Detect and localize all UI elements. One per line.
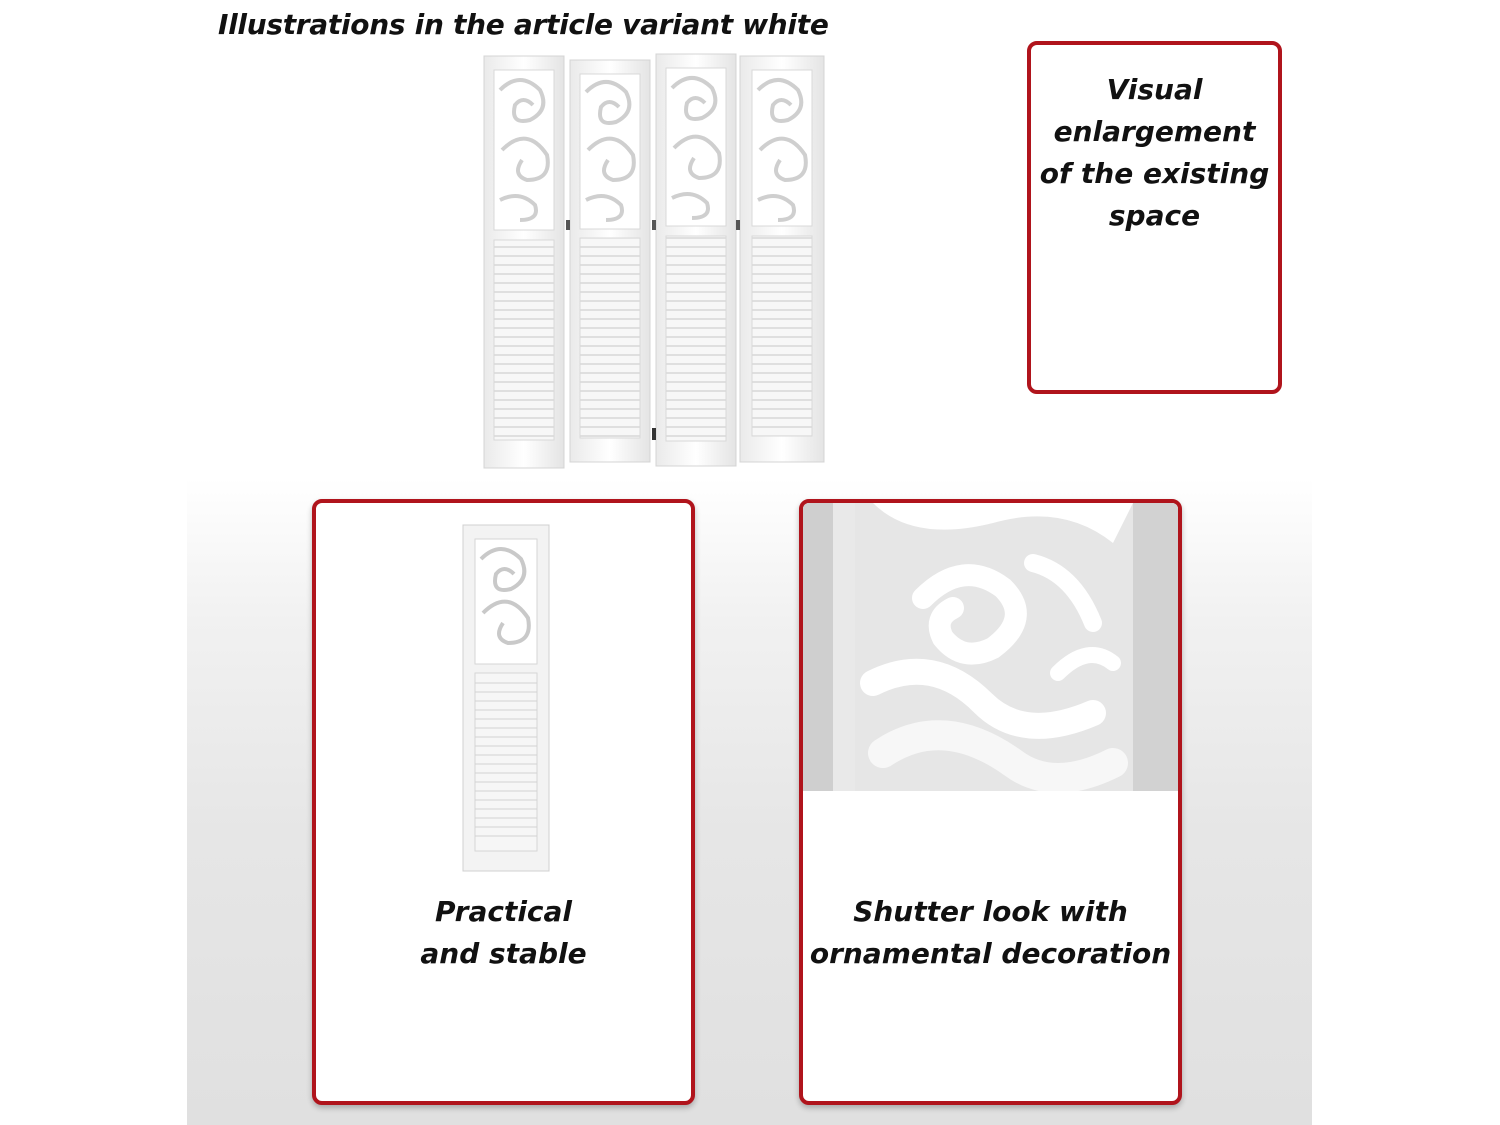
feature-card-practical [312, 499, 695, 1105]
feature-line: Practical [434, 895, 573, 928]
feature-line: Shutter look with [853, 895, 1128, 928]
feature-line: ornamental decoration [809, 937, 1172, 970]
feature-card-visual-enlargement [1027, 41, 1282, 394]
ornament-closeup-image [803, 503, 1178, 791]
feature-text-shutter-look [803, 891, 1178, 975]
feature-line: and stable [420, 937, 587, 970]
folding-screen-image [480, 50, 830, 472]
page-heading: Illustrations in the article variant white [218, 8, 829, 41]
feature-text-visual-enlargement [1031, 69, 1278, 237]
feature-line: of the existing [1039, 157, 1270, 190]
feature-line: Visual [1106, 73, 1203, 106]
single-panel-image [461, 523, 551, 873]
feature-line: enlargement [1053, 115, 1256, 148]
feature-card-shutter-look [799, 499, 1182, 1105]
feature-text-practical [316, 891, 691, 975]
feature-line: space [1108, 199, 1201, 232]
